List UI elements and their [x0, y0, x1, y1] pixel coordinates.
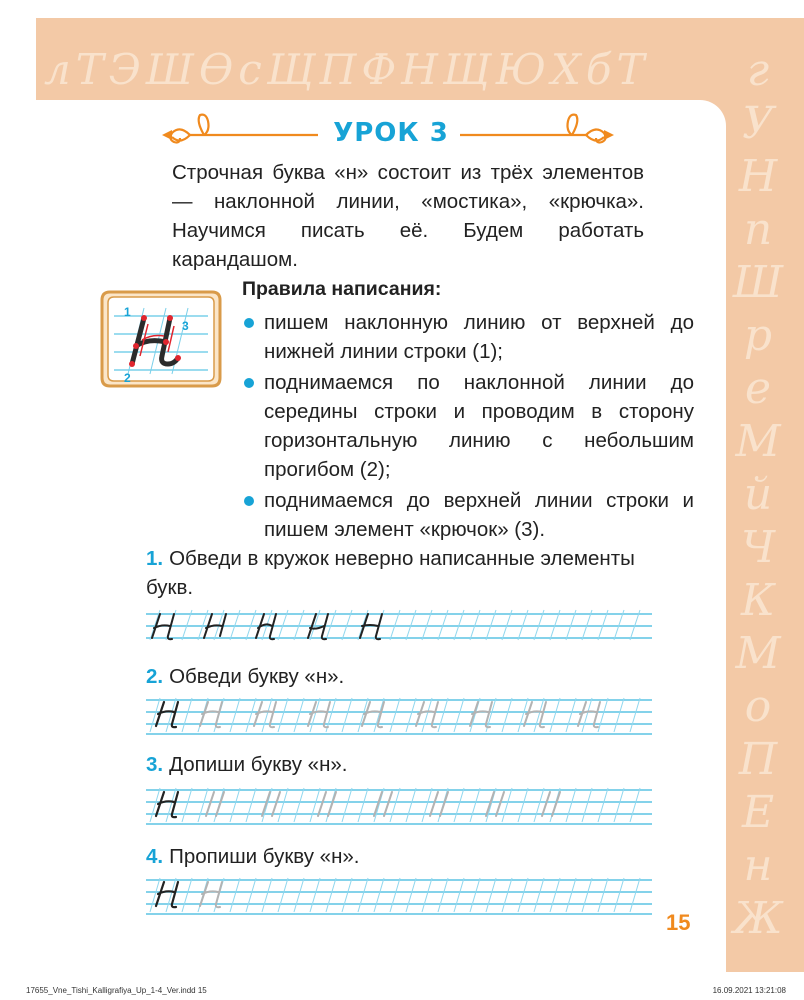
rule-text: поднимаемся по наклонной линии до середины строки и проводим в сторону горизонтальную линию с небольшим прогибом (2);: [264, 371, 694, 481]
decor-letter: р: [743, 310, 773, 361]
decor-letter: е: [744, 363, 772, 414]
writing-line-4: [146, 874, 652, 918]
exercise-text: Обведи букву «н».: [169, 665, 345, 688]
rule-text: пишем наклонную линию от верхней до нижней линии строки (1);: [264, 311, 694, 363]
decor-letter: й: [743, 469, 773, 520]
exercise-number: 4.: [146, 845, 164, 868]
writing-line-3: [146, 784, 652, 828]
intro-paragraph: [172, 158, 644, 274]
decor-letter: н: [743, 840, 773, 891]
exercise-text: Допиши букву «н».: [169, 753, 348, 776]
badge-label-1: 1: [124, 305, 131, 319]
rule-item: [242, 368, 694, 484]
rule-item: [242, 308, 694, 366]
badge-label-2: 2: [124, 371, 131, 385]
decor-letter: М: [735, 628, 781, 679]
exercise-text: Пропиши букву «н».: [169, 845, 360, 868]
exercise-text: Обведи в кружок неверно написанные элементы букв.: [146, 547, 635, 599]
decor-letter: Э: [108, 44, 141, 94]
decor-letter: М: [735, 416, 781, 467]
page-top-margin: [0, 0, 804, 18]
decor-letter: Щ: [266, 44, 315, 94]
badge-label-3: 3: [182, 319, 189, 333]
exercise-number: 1.: [146, 547, 164, 570]
decor-letter: Ю: [495, 44, 546, 94]
decor-alphabet-top: [44, 34, 724, 104]
footer-timestamp: 16.09.2021 13:21:08: [712, 986, 786, 995]
decor-letter: п: [743, 204, 773, 255]
decor-letter: Е: [741, 787, 775, 838]
decor-letter: с: [238, 44, 262, 94]
writing-line-2: [146, 694, 652, 738]
bullet-icon: [244, 378, 254, 388]
bullet-icon: [244, 318, 254, 328]
decor-alphabet-side: [724, 44, 792, 964]
decor-letter: Х: [550, 44, 581, 94]
decor-letter: Щ: [442, 44, 491, 94]
decor-letter: Ч: [740, 522, 775, 573]
decor-letter: г: [746, 45, 770, 96]
decor-letter: Ф: [361, 44, 397, 94]
decor-letter: Т: [616, 44, 645, 94]
letter-n-diagram: [98, 286, 224, 392]
exercise-number: 2.: [146, 665, 164, 688]
writing-line-1: [146, 606, 652, 650]
intro-text: Строчная буква «н» состоит из трёх элементов — наклонной линии, «мостика», «крючка». Научимся писать её. Будем работать карандашом.: [172, 161, 644, 271]
rule-item: [242, 486, 694, 544]
decor-letter: о: [744, 681, 772, 732]
exercise-1: [146, 544, 646, 602]
exercise-3: [146, 750, 646, 779]
decor-letter: П: [319, 44, 357, 94]
exercise-number: 3.: [146, 753, 164, 776]
decor-letter: У: [742, 98, 774, 149]
rules-heading: Правила написания:: [242, 278, 442, 300]
decor-letter: П: [738, 734, 778, 785]
footer-file: 17655_Vne_Tishi_Kalligrafiya_Up_1-4_Ver.indd 15: [26, 986, 207, 995]
decor-letter: Н: [738, 151, 778, 202]
page-number: 15: [666, 910, 691, 935]
decor-letter: Н: [401, 44, 438, 94]
letter-badge: [98, 286, 224, 392]
rule-text: поднимаемся до верхней линии строки и пишем элемент «крючок» (3).: [264, 489, 694, 541]
bullet-icon: [244, 496, 254, 506]
lesson-title: УРОК 3: [333, 118, 449, 148]
decor-letter: б: [585, 44, 612, 94]
exercise-4: [146, 842, 646, 871]
decor-letter: Ж: [733, 893, 783, 944]
exercise-2: [146, 662, 646, 691]
decor-letter: Ѳ: [198, 44, 234, 94]
lesson-header: [160, 112, 616, 158]
decor-letter: Ш: [732, 257, 784, 308]
print-footer: [0, 982, 804, 1000]
decor-letter: К: [740, 575, 776, 626]
decor-letter: л: [44, 44, 71, 94]
rules-list: [242, 308, 694, 546]
decor-letter: Ш: [145, 44, 194, 94]
decor-letter: Т: [75, 44, 104, 94]
